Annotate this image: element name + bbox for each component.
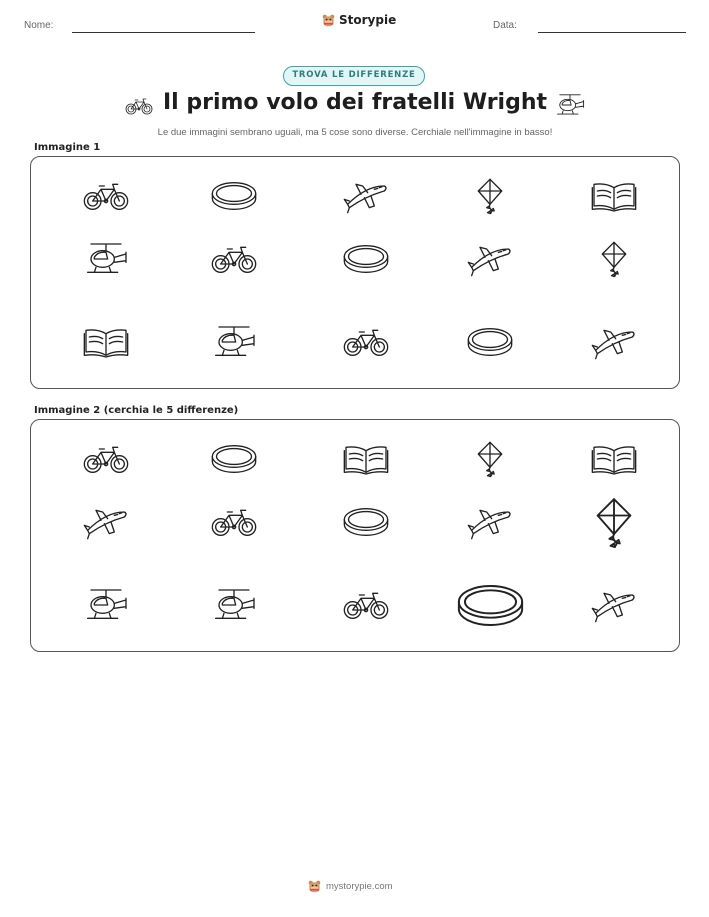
image1-item-r3c3[interactable] — [341, 323, 391, 365]
image1-item-r2c3[interactable] — [341, 240, 391, 282]
date-label: Data: — [493, 20, 517, 31]
coin-icon — [341, 503, 391, 541]
image2-item-r2c1[interactable] — [81, 503, 131, 545]
book-icon — [341, 440, 391, 478]
bicycle-icon — [341, 323, 391, 361]
helicopter-icon — [81, 586, 131, 624]
image1-item-r3c2[interactable] — [209, 323, 259, 365]
book-icon — [589, 440, 639, 478]
image1-item-r3c4[interactable] — [465, 323, 515, 365]
image2-item-r2c4[interactable] — [465, 503, 515, 545]
image1-item-r2c2[interactable] — [209, 240, 259, 282]
airplane-icon — [465, 503, 515, 541]
bicycle-icon — [209, 503, 259, 541]
airplane-icon — [465, 240, 515, 278]
image2-item-r3c1[interactable] — [81, 586, 131, 628]
instructions: Le due immagini sembrano uguali, ma 5 cose sono diverse. Cerchiale nell'immagine in basso! — [157, 127, 553, 138]
coin-icon — [341, 240, 391, 278]
image1-item-r1c4[interactable] — [465, 177, 515, 219]
image1-item-r3c1[interactable] — [81, 323, 131, 365]
image2-item-r1c2[interactable] — [209, 440, 259, 482]
image1-item-r1c5[interactable] — [589, 177, 639, 219]
image2-label: Immagine 2 (cerchia le 5 differenze) — [34, 405, 239, 416]
image2-item-r1c4[interactable] — [465, 440, 515, 482]
helicopter-icon — [209, 586, 259, 624]
date-field[interactable] — [538, 32, 686, 33]
helicopter-icon — [81, 240, 131, 278]
image1-item-r1c2[interactable] — [209, 177, 259, 219]
image2-item-r1c5[interactable] — [589, 440, 639, 482]
kite-icon — [579, 496, 649, 549]
coin-icon — [465, 323, 515, 361]
name-field[interactable] — [72, 32, 255, 33]
image1-item-r1c3[interactable] — [341, 177, 391, 219]
image1-item-r1c1[interactable] — [81, 177, 131, 219]
worksheet-badge: TROVA LE DIFFERENZE — [283, 66, 425, 86]
coin-icon — [209, 177, 259, 215]
kite-icon — [465, 440, 515, 478]
bicycle-icon — [81, 177, 131, 215]
image2-item-r1c3[interactable] — [341, 440, 391, 482]
image1-item-r3c5[interactable] — [589, 323, 639, 365]
footer-bear-icon — [308, 880, 321, 893]
airplane-icon — [589, 586, 639, 624]
image2-item-r3c2[interactable] — [209, 586, 259, 628]
bear-icon — [322, 14, 335, 27]
helicopter-icon — [553, 90, 587, 120]
image2-panel[interactable] — [30, 419, 680, 652]
image2-item-r2c3[interactable] — [341, 503, 391, 545]
image2-item-r3c3[interactable] — [341, 586, 391, 628]
image1-item-r2c5[interactable] — [589, 240, 639, 282]
image2-item-r2c2[interactable] — [209, 503, 259, 545]
kite-icon — [589, 240, 639, 278]
footer-url[interactable]: mystorypie.com — [326, 881, 393, 892]
image1-label: Immagine 1 — [34, 142, 101, 153]
page-title: Il primo volo dei fratelli Wright — [162, 90, 548, 115]
bicycle-icon — [209, 240, 259, 278]
image2-item-r2c5[interactable] — [579, 496, 649, 553]
image1-item-r2c1[interactable] — [81, 240, 131, 282]
name-label: Nome: — [24, 20, 54, 31]
footer — [308, 880, 393, 893]
image2-item-r3c5[interactable] — [589, 586, 639, 628]
image2-item-r3c4[interactable] — [454, 578, 527, 637]
bicycle-icon — [81, 440, 131, 478]
title-helicopter-icon — [553, 90, 587, 124]
book-icon — [589, 177, 639, 215]
kite-icon — [465, 177, 515, 215]
coin-icon — [209, 440, 259, 478]
image2-item-r1c1[interactable] — [81, 440, 131, 482]
airplane-icon — [341, 177, 391, 215]
airplane-icon — [81, 503, 131, 541]
coin-icon — [454, 578, 527, 633]
brand-logo — [322, 13, 396, 27]
brand-name: Storypie — [339, 13, 397, 27]
airplane-icon — [589, 323, 639, 361]
book-icon — [81, 323, 131, 361]
image1-item-r2c4[interactable] — [465, 240, 515, 282]
image1-panel[interactable] — [30, 156, 680, 389]
helicopter-icon — [209, 323, 259, 361]
bicycle-icon — [341, 586, 391, 624]
